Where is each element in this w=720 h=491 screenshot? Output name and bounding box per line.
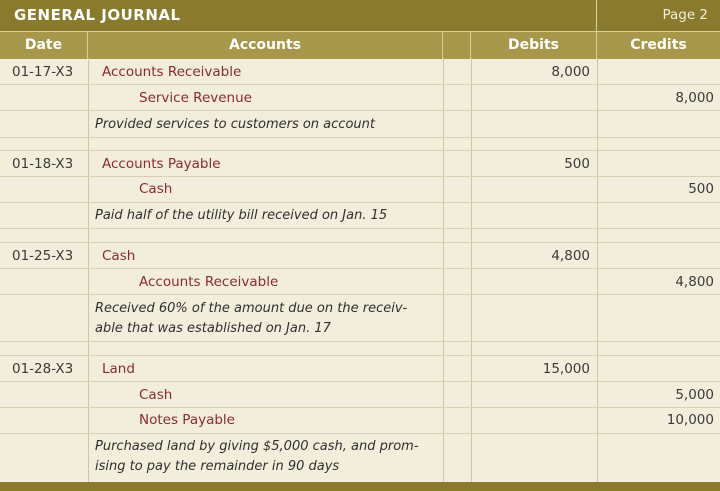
- spacer-row: [0, 342, 720, 356]
- spacer-row: [0, 229, 720, 243]
- header-debits: Debits: [471, 32, 597, 59]
- debit-account: Accounts Payable: [102, 156, 221, 172]
- table-row: [0, 58, 720, 85]
- credit-amount: 8,000: [675, 90, 714, 106]
- entry-description: Paid half of the utility bill received on Jan. 15: [95, 208, 388, 223]
- entry-description-line: Received 60% of the amount due on the receiv-: [95, 301, 408, 316]
- debit-amount: 500: [564, 156, 590, 172]
- header-date: Date: [0, 32, 88, 59]
- debit-amount: 8,000: [551, 64, 590, 80]
- table-row: [0, 295, 720, 342]
- debit-account: Land: [102, 361, 135, 377]
- credit-account: Accounts Receivable: [139, 274, 279, 290]
- credit-account: Service Revenue: [139, 90, 252, 106]
- table-row: [0, 111, 720, 138]
- credit-amount: 5,000: [675, 387, 714, 403]
- debit-amount: 15,000: [542, 361, 590, 377]
- entry-description: Provided services to customers on account: [95, 117, 375, 132]
- table-row: [0, 177, 720, 203]
- debit-amount: 4,800: [551, 248, 590, 264]
- entry-date: 01-28-X3: [12, 361, 74, 377]
- entry-date: 01-25-X3: [12, 248, 74, 264]
- credit-amount: 500: [688, 181, 714, 197]
- entry-date: 01-17-X3: [12, 64, 74, 80]
- header-accounts: Accounts: [88, 32, 443, 59]
- header-credits: Credits: [630, 37, 687, 53]
- table-row: [0, 382, 720, 408]
- journal-title: GENERAL JOURNAL: [14, 6, 181, 24]
- entry-date: 01-18-X3: [12, 156, 74, 172]
- credit-account: Notes Payable: [139, 412, 235, 428]
- credit-account: Cash: [139, 181, 173, 197]
- entry-description-line: ising to pay the remainder in 90 days: [95, 459, 340, 474]
- table-row: [0, 85, 720, 111]
- debit-account: Cash: [102, 248, 136, 264]
- credit-account: Cash: [139, 387, 173, 403]
- entry-description-line: able that was established on Jan. 17: [95, 321, 331, 336]
- page-number: Page 2: [662, 7, 708, 23]
- table-row: [0, 356, 720, 382]
- table-row: [0, 408, 720, 434]
- spacer-row: [0, 138, 720, 151]
- journal-bottom-bar: [0, 482, 720, 491]
- table-row: [0, 203, 720, 229]
- credit-amount: 10,000: [666, 412, 714, 428]
- table-row: [0, 269, 720, 295]
- debit-account: Accounts Receivable: [102, 64, 242, 80]
- column-header-row: [0, 31, 720, 59]
- header-post-ref: [443, 32, 471, 59]
- table-row: [0, 151, 720, 177]
- table-row: [0, 434, 720, 482]
- title-divider: [596, 0, 597, 31]
- journal-title-bar: [0, 0, 720, 31]
- credit-amount: 4,800: [675, 274, 714, 290]
- entry-description-line: Purchased land by giving $5,000 cash, and prom-: [95, 439, 419, 454]
- table-row: [0, 243, 720, 269]
